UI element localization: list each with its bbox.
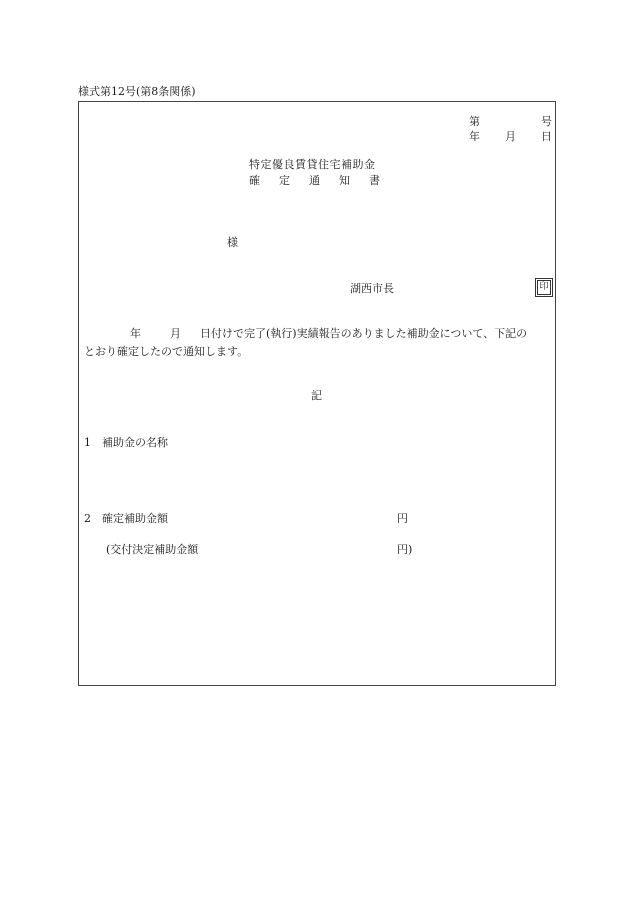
notice-body-line2: とおり確定したので通知します。 (84, 345, 249, 358)
item-confirmed-amount: 2 確定補助金額 (84, 512, 168, 525)
number-suffix: 号 (541, 115, 552, 128)
item-subsidy-name: 1 補助金の名称 (84, 436, 168, 449)
ki-marker: 記 (311, 389, 322, 402)
date-year: 年 (469, 130, 480, 143)
date-month: 月 (505, 130, 516, 143)
body-year: 年 (130, 327, 141, 340)
seal-stamp: 印 (537, 280, 551, 295)
notice-body-line1 (84, 325, 554, 343)
item-granted-amount: (交付決定補助金額 (106, 543, 199, 556)
recipient-suffix: 様 (227, 236, 238, 249)
confirmed-amount-unit: 円 (397, 512, 408, 525)
granted-amount-unit: 円) (397, 543, 413, 556)
notice-body (84, 325, 554, 361)
title-char: 知 (339, 174, 350, 187)
date-day: 日 (541, 130, 552, 143)
document-title-line2 (249, 174, 399, 188)
title-char: 通 (309, 174, 320, 187)
title-char: 確 (249, 174, 260, 187)
sender-name: 湖西市長 (350, 282, 394, 295)
body-line1-rest: 日付けで完了(執行)実績報告のありました補助金について、下記の (200, 327, 528, 340)
title-char: 書 (369, 174, 380, 187)
document-title-line1: 特定優良賃貸住宅補助金 (249, 158, 376, 171)
title-char: 定 (279, 174, 290, 187)
body-month: 月 (170, 327, 181, 340)
number-prefix: 第 (469, 115, 480, 128)
form-number-label: 様式第12号(第8条関係) (78, 85, 196, 98)
